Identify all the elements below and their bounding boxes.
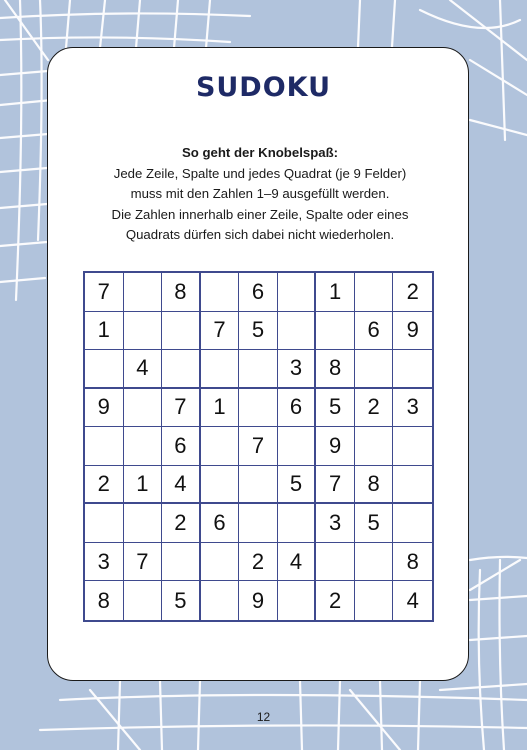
sudoku-cell[interactable]: 5 [278,466,317,505]
sudoku-cell[interactable] [355,350,394,389]
sudoku-cell[interactable] [278,427,317,466]
sudoku-cell[interactable]: 5 [355,504,394,543]
sudoku-cell[interactable]: 7 [85,273,124,312]
sudoku-cell[interactable] [124,389,163,428]
sudoku-cell[interactable] [393,427,432,466]
sudoku-cell[interactable]: 2 [239,543,278,582]
sudoku-cell[interactable] [393,350,432,389]
sudoku-cell[interactable] [124,273,163,312]
sudoku-cell[interactable] [85,427,124,466]
sudoku-cell[interactable] [278,504,317,543]
sudoku-cell[interactable]: 9 [85,389,124,428]
sudoku-cell[interactable]: 7 [239,427,278,466]
sudoku-cell[interactable]: 4 [406,587,419,613]
sudoku-cell[interactable]: 6 [162,427,201,466]
sudoku-cell[interactable]: 7 [124,543,163,582]
instructions-heading: So geht der Knobelspaß: [181,145,339,160]
sudoku-cell[interactable]: 8 [355,466,394,505]
sudoku-cell[interactable]: 1 [316,273,355,312]
sudoku-grid [83,271,434,622]
sudoku-cell[interactable] [239,504,278,543]
sudoku-cell[interactable]: 7 [316,466,355,505]
sudoku-cell[interactable]: 6 [278,389,317,428]
sudoku-cell[interactable]: 2 [355,389,394,428]
sudoku-cell[interactable] [393,504,432,543]
sudoku-cell[interactable]: 8 [393,543,432,582]
sudoku-cell[interactable]: 9 [239,581,278,620]
sudoku-cell[interactable] [201,350,240,389]
sudoku-cell[interactable] [124,504,163,543]
sudoku-cell[interactable]: 3 [393,389,432,428]
sudoku-cell[interactable]: 9 [316,427,355,466]
sudoku-cell[interactable] [316,312,355,351]
sudoku-cell[interactable]: 1 [201,389,240,428]
sudoku-cell[interactable] [201,427,240,466]
instructions-line: muss mit den Zahlen 1–9 ausgefüllt werden. [130,186,390,202]
sudoku-cell[interactable] [85,350,124,389]
sudoku-cell[interactable] [355,543,394,582]
sudoku-cell[interactable] [201,466,240,505]
sudoku-cell[interactable] [355,581,394,620]
sudoku-cell[interactable] [278,312,317,351]
instructions-line: Jede Zeile, Spalte und jedes Quadrat (je 9 Felder) [113,165,407,181]
sudoku-cell[interactable]: 8 [316,350,355,389]
sudoku-cell[interactable]: 3 [316,504,355,543]
sudoku-cell[interactable] [85,504,124,543]
sudoku-cell[interactable] [316,543,355,582]
sudoku-cell[interactable] [278,581,317,620]
sudoku-cell[interactable] [162,350,201,389]
sudoku-cell[interactable]: 2 [393,273,432,312]
sudoku-cell[interactable]: 5 [316,389,355,428]
sudoku-cell[interactable] [124,427,163,466]
sudoku-cell[interactable] [162,543,201,582]
sudoku-cell[interactable]: 4 [124,350,163,389]
sudoku-cell[interactable] [239,389,278,428]
sudoku-cell[interactable]: 2 [85,466,124,505]
sudoku-cell[interactable] [278,273,317,312]
sudoku-cell[interactable] [201,543,240,582]
sudoku-cell[interactable]: 5 [239,312,278,351]
sudoku-cell[interactable] [355,273,394,312]
sudoku-cell[interactable] [239,350,278,389]
sudoku-cell[interactable]: 5 [162,581,201,620]
instructions-line: Die Zahlen innerhalb einer Zeile, Spalte oder eines [111,206,409,222]
sudoku-cell[interactable]: 4 [162,466,201,505]
sudoku-cell[interactable] [162,312,201,351]
sudoku-cell[interactable] [201,581,240,620]
sudoku-cell[interactable]: 1 [124,466,163,505]
instructions [60,143,460,246]
sudoku-cell[interactable]: 8 [162,273,201,312]
instructions-line: Quadrats dürfen sich dabei nicht wiederholen. [125,227,395,243]
sudoku-cell[interactable]: 6 [355,312,394,351]
sudoku-cell[interactable]: 7 [162,389,201,428]
sudoku-cell[interactable]: 7 [201,312,240,351]
sudoku-cell[interactable] [239,466,278,505]
sudoku-cell[interactable]: 3 [85,543,124,582]
sudoku-cell[interactable] [124,581,163,620]
sudoku-cell[interactable]: 2 [162,504,201,543]
page-number: 12 [256,710,271,724]
sudoku-cell[interactable] [393,466,432,505]
sudoku-cell[interactable]: 1 [85,312,124,351]
sudoku-cell[interactable]: 8 [85,581,124,620]
sudoku-cell[interactable] [355,427,394,466]
sudoku-cell[interactable]: 3 [278,350,317,389]
sudoku-cell[interactable]: 6 [201,504,240,543]
sudoku-cell[interactable]: 9 [393,312,432,351]
page-title: SUDOKU [195,72,332,103]
sudoku-cell[interactable] [201,273,240,312]
sudoku-cell[interactable]: 6 [239,273,278,312]
sudoku-cell[interactable] [124,312,163,351]
sudoku-cell[interactable]: 2 [316,581,355,620]
sudoku-cell[interactable]: 4 [278,543,317,582]
